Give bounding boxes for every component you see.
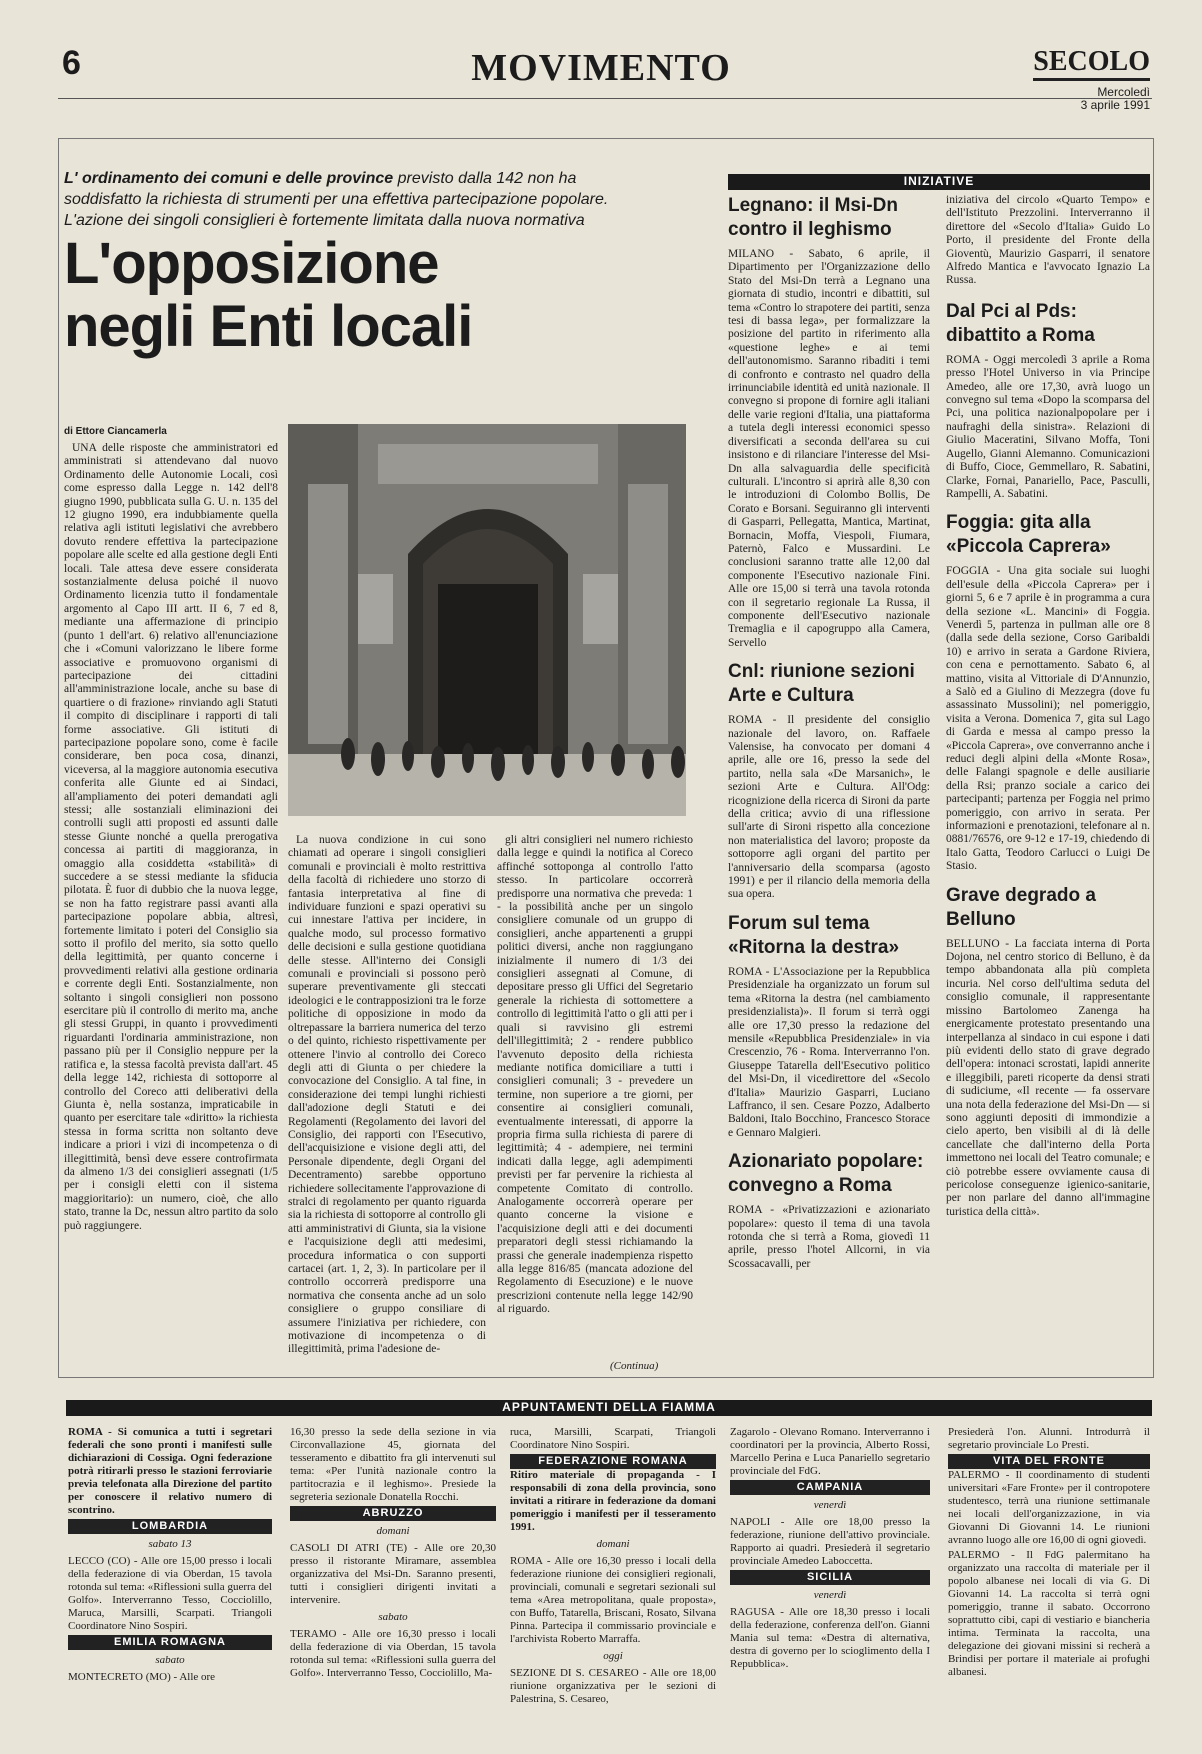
col3-top-text: ruca, Marsilli, Scarpati, Triangoli Coordinatore Nino Sospiri. [510, 1426, 716, 1451]
iniziativa-title: Cnl: riunione sezioni Arte e Cultura [728, 661, 915, 707]
kicker-text: previsto dalla 142 non ha soddisfatto la richiesta di strumenti per una effettiva partecipazione popolare. L'azione dei singoli consiglieri è fortemente limitata dalla nuova normativa [64, 170, 609, 229]
region-text: NAPOLI - Alle ore 18,00 presso la federazione, riunione dell'attivo provinciale. Rapporto ai quadri. Presiederà il segretario provinciale Amedeo Laboccetta. [730, 1516, 930, 1567]
iniziativa-title: Forum sul tema «Ritorna la destra» [728, 912, 900, 958]
iniziative-band: INIZIATIVE [728, 174, 1150, 190]
appuntamenti-column-3 [510, 1426, 716, 1746]
iniziative-column-1 [728, 194, 930, 1380]
region-header-lombardia: LOMBARDIA [68, 1519, 272, 1534]
article-column-2 [288, 834, 486, 1382]
appuntamenti-column-1 [68, 1426, 272, 1746]
region-text: MONTECRETO (MO) - Alle ore [68, 1671, 216, 1683]
article-photo [288, 424, 686, 816]
appuntamenti-column-2 [290, 1426, 496, 1746]
issue-date-text: 3 aprile 1991 [1080, 98, 1150, 112]
iniziativa-text: BELLUNO - La facciata interna di Porta Dojona, nel centro storico di Belluno, è da tempo abbandonata alla più completa incuria. Nel corso dell'ultima seduta del consiglio comunale, il rappresentante missino Bartolomeo Zanenga ha energicamente protestato presentando una interpellanza al sindaco in cui espone i dati più evidenti dello stato di grave degrado dell'opera: intonaci scrostati, lapidi annerite e illeggibili, pareti ricoperte da densi strati di sudiciume, «Il recente — fa osservare una nota della federazione del Msi-Dn — si sono aggiunti depositi di immondizie a cielo aperto, ben visibili al di là delle cancellate che dall'interno della Porta immettono nei locali del Teatro comunale; e ciò potrebbe essere ovviamente causa di pericolose conseguenze igienico-sanitarie, per non parlare del danno all'immagine turistica della città». [946, 937, 1150, 1218]
region-header-vita-del-fronte: VITA DEL FRONTE [948, 1454, 1150, 1469]
iniziativa-title: Azionariato popolare: convegno a Roma [728, 1151, 924, 1197]
kicker-bold: L' ordinamento dei comuni e delle province [64, 170, 394, 187]
byline: di Ettore Ciancamerla [64, 426, 167, 437]
region-header-campania: CAMPANIA [730, 1480, 930, 1495]
region-day: sabato [378, 1611, 408, 1623]
iniziative-column-2 [946, 194, 1150, 1380]
appuntamenti-column-4 [730, 1426, 930, 1746]
region-text: PALERMO - Il FdG palermitano ha organizzato una raccolta di materiale per il popolo albanese nei locali di via G. Di Giovanni 14. La raccolta si terrà ogni pomeriggio, tranne il sabato. Occorrono soprattutto cibi, capi di vestiario e biancheria intima. Terminata la raccolta, una delegazione dei giovani missini si recherà a Brindisi per portare il materiale ai profughi albanesi. [948, 1549, 1150, 1678]
region-header-sicilia: SICILIA [730, 1570, 930, 1585]
iniziativa-text: ROMA - Il presidente del consiglio nazionale del lavoro, on. Raffaele Valensise, ha convocato per domani 4 aprile, alle ore 16, presso la sede del partito, nella sala «De Marsanich», le sezioni Arte e Cultura. All'Odg: ricognizione della ricerca di Sironi da parte della critica; avvio di una riflessione sull'arte di Sironi rispetto alla concezione non materialistica del lavoro; proposte da sottoporre agli organi del partito per l'anniversario della scomparsa (agosto 1991) e per il rilancio della memoria della sua opera. [728, 714, 930, 901]
region-header-abruzzo: ABRUZZO [290, 1506, 496, 1521]
article-headline [64, 232, 524, 358]
appuntamenti-band: APPUNTAMENTI DELLA FIAMMA [66, 1400, 1152, 1416]
region-text: ROMA - Alle ore 16,30 presso i locali della federazione riunione dei consiglieri regionali, provinciali, comunali e segretari sezionali sul tema «Area metropolitana, quale proposta», con Buffo, Tatarella, Briscani, Rosato, Silvana Pinna. Partecipa il commissario provinciale e l'archivista Roberto Marraffa. [510, 1555, 716, 1645]
article-kicker [64, 168, 644, 231]
region-day: sabato 13 [148, 1538, 192, 1550]
region-header-federazione-romana: FEDERAZIONE ROMANA [510, 1454, 716, 1469]
region-day: venerdì [813, 1589, 847, 1601]
headline-line1: L'opposizione [64, 231, 439, 296]
iniziativa-title: Legnano: il Msi-Dn contro il leghismo [728, 195, 898, 240]
article-column-1 [64, 442, 278, 1384]
newspaper-logo: SECOLO [1033, 46, 1150, 81]
region-text: SEZIONE DI S. CESAREO - Alle ore 18,00 riunione organizzativa per le sezioni di Palestrina, S. Cesareo, [510, 1667, 716, 1705]
article-col1-text: UNA delle risposte che amministratori ed amministrati si attendevano dal nuovo Ordinamento delle Autonomie Locali, così come espresso dalla Legge n. 142 dell'8 giugno 1990, pubblicata sulla G. U. n. 135 del 12 giugno 1990, era indubbiamente quella relativa agli istituti legislativi che avrebbero dovuto rendere effettiva la partecipazione popolare alle scelte ed alla gestione degli Enti locali. Tale attesa deve essere considerata sostanzialmente delusa poiché il nuovo Ordinamento licenzia tutto il fondamentale argomento al Capo III artt. II 6, 7 ed 8, mediante una affermazione di principio (punto 1 dell'art. 6) relativo all'enunciazione che i «Comuni valorizzano le libere forme associative e promuovono organismi di partecipazione dei cittadini all'amministrazione locale, anche su base di quartiere o di frazione» rinviando agli Statuti il compito di disciplinare i rapporti di tali forme associative. Gli istituti di partecipazione popolare sono, come è facile considerare, ben poca cosa, dinanzi, viceversa, al la maggiore autonomia esecutiva conferita alle Giunte ed ai Sindaci, all'ampliamento dei poteri demandati agli stessi; alle sostanziali eliminazioni dei controlli sugli atti proposti ed assunti dalle stesse Giunte nonché a quella prerogativa concessa ai partiti di maggioranza, in omaggio alla cosiddetta «stabilità» di succedere a se stessi mediante la sfiducia pilotata. È fuor di dubbio che la nuova legge, se non ha fatto registrare passi avanti alla partecipazione popolare abbia, altresì, fortemente limitato i poteri del Consiglio sia sotto il profilo del merito, sia sotto quello della legittimità, per quanto concerne i provvedimenti relativi alla gestione ordinaria e corrente degli Enti. Sostanzialmente, non soltanto i singoli consiglieri non possono esercitare più il controllo di merito ma, anche gli stessi Gruppi, in quanto i provvedimenti riguardanti l'ordinaria amministrazione, non passano più per il Consiglio neppure per la ratifica e, la stessa facoltà prevista dall'art. 45 della legge 142, richiesta di sottoporre al controllo del Coreco atti deliberativi della Giunta è, nella sostanza, impraticabile in quanto per esercitare tale «diritto» la richiesta stessa in forma scritta non soltanto deve indicare a priori i vizi di incompetenza o di illegittimità, bensì deve essere controfirmata da almeno 1/3 dei consiglieri assegnati (1/5 per i consigli eletti con il sistema maggioritario): un numero, cioè, che allo stato, tranne la Dc, nessun altro partito da solo può raggiungere. [64, 442, 278, 1232]
intro-text: ROMA - Si comunica a tutti i segretari federali che sono pronti i manifesti sulle dichiarazioni di Cossiga. Ogni federazione potrà ritirarli presso le stazioni ferroviarie previa telefonata alla Direzione del partito per conoscere il relativo numero di scontrino. [68, 1426, 272, 1516]
region-text: RAGUSA - Alle ore 18,30 presso i locali della federazione, conferenza dell'on. Gianni Mania sul tema: «Destra di alternativa, destra di governo per lo scioglimento della I Repubblica». [730, 1606, 930, 1670]
iniziativa-text: MILANO - Sabato, 6 aprile, il Dipartimento per l'Organizzazione dello Stato del Msi-Dn terrà a Legnano una giornata di studio, incontri e dibattiti, sul tema «Contro lo strapotere dei partiti, senza tesi di bassa lega», per formalizzare la posizione del partito in riferimento alla «questione leghe» e ai temi dell'autonomismo. Saranno ribaditi i temi di confronto e contrasto nel quadro della irrinunciabile identità ed unità nazionale. Il convegno si propone di fornire agli italiani delle varie regioni d'Italia, una piattaforma a tutela degli interessi economici spesso diversificati a seconda dell'area su cui insistono e di rilanciare l'interesse del Msi-Dn alla salvaguardia delle specificità culturali. L'incontro si aprirà alle 8,30 con le introduzioni di Colombo Bollis, De Corato e Borsani. Seguiranno gli interventi di Gasparri, Pellegatta, Mantica, Martinat, Bornacin, Moffa, Viespoli, Fiumara, Paternò, Falco e Mussardini. Le conclusioni saranno tratte alle 12,00 dal componente l'Esecutivo nazionale Fini. Alle ore 15,00 si terrà una tavola rotonda con il segretario regionale La Russa, il componente dell'Esecutivo nazionale Tremaglia e il capogruppo alla Camera, Servello [728, 248, 930, 649]
region-day: domani [596, 1538, 630, 1550]
iniziativa-text: ROMA - «Privatizzazioni e azionariato popolare»: questo il tema di una tavola rotonda che si terrà a Roma, giovedì 11 aprile, presso l'hotel Allcorni, in via Scossacavalli, per [728, 1204, 930, 1270]
region-text: Ritiro materiale di propaganda - I responsabili di zona della provincia, sono invitati a ritirare in federazione da domani pomeriggio i manifesti per il tesseramento 1991. [510, 1469, 716, 1533]
issue-date [1081, 86, 1150, 112]
region-day: domani [376, 1525, 410, 1537]
issue-day: Mercoledì [1097, 85, 1150, 99]
region-day: venerdì [813, 1499, 847, 1511]
iniziativa-text: iniziativa del circolo «Quarto Tempo» e dell'Istituto Prezzolini. Interverranno il direttore del «Secolo d'Italia» Guido Lo Porto, il presidente del Fronte della Gioventù, Maurizio Gasparri, il senatore Alfredo Mantica e l'avvocato Ignazio La Russa. [946, 194, 1150, 287]
col5-top-text: Presiederà l'on. Alunni. Introdurrà il segretario provinciale Lo Presti. [948, 1426, 1150, 1451]
region-text: CASOLI DI ATRI (TE) - Alle ore 20,30 presso il ristorante Miramare, assemblea organizzativa del Msi-Dn. Saranno presenti, tutti i consiglieri dirigenti invitati a intervenire. [290, 1542, 496, 1606]
headline-line2: negli Enti locali [64, 294, 473, 359]
iniziativa-text: FOGGIA - Una gita sociale sui luoghi dell'esule della «Piccola Caprera» per i giorni 5, 6 e 7 aprile è in programma a cura della sezione «L. Mancini» di Foggia. Venerdì 5, partenza in pullman alle ore 8 (dalla sede della sezione, Corso Garibaldi 10) e arrivo in serata a Gardone Riviera, con cena e pernottamento. Sabato 6, al mattino, visita al Vittoriale di D'Annunzio, a Salò ed a Giulino di Mezzegra (dove fu assassinato Mussolini); nel pomeriggio, visita a Verona. Domenica 7, gita sul Lago di Garda e messa al campo presso la «Piccola Caprera», ove converranno anche i reduci degli alpini della «Monte Rosa», delle Falangi spagnole e delle ausiliarie della Rsi; pranzo sociale a carico dei partecipanti; partenza per Foggia nel primo pomeriggio, con arrivo in serata. Per informazioni e prenotazioni, telefonare al n. 0881/76576, ore 9-12 e 17-19, chiedendo di Italo Gatta, Teodoro Carlucci o Luigi De Stasio. [946, 565, 1150, 873]
page-number: 6 [62, 44, 81, 82]
article-col2-text: La nuova condizione in cui sono chiamati ad operare i singoli consiglieri comunali e provinciali è molto restrittiva della facoltà di richiedere uno storzo di fantasia interpretativa al fine di individuare funzioni e spazi operativi su cui innestare l'attiva per incidere, in qualche modo, sul processo formativo delle decisioni e sulla gestione quotidiana delle stesse. All'interno dei Consigli comunali e provinciali si possono però superare preventivamente gli steccati ideologici e le contrapposizioni tra le forze politiche di opposizione in modo da oltrepassare la barriera numerica del terzo o del quinto, richiesto rispettivamente per ottenere l'invio al controllo dei Coreco degli atti di Giunta o per chiedere la convocazione del Consiglio. A tal fine, in considerazione dei tempi lunghi richiesti dall'adozione degli Statuti e dei Regolamenti (Regolamento dei lavori del Consiglio, dei rapporti con l'Esecutivo, dell'acquisizione e visione degli atti, del Personale dipendente, degli Organi del Decentramento) sarebbe opportuno richiedere sollecitamente l'approvazione di stralci di regolamento per quanto riguarda sia la richiesta di sottoporre al controllo gli atti amministrativi di Giunta, sia la visione e l'acquisizione degli atti medesimi, procedura informatica o con supporti cartacei (art. 1, 2, 3). In particolare per il controllo occorrerà predisporre una normativa che consenta anche ad un solo consigliere o gruppo consiliare di assumere l'iniziativa per richiedere, con motivazione di incompetenza o di illegittimità, prima l'adesione de- [288, 834, 486, 1356]
masthead-rule [58, 98, 1152, 99]
iniziativa-title: Dal Pci al Pds: dibattito a Roma [946, 300, 1095, 346]
region-day: oggi [603, 1650, 623, 1662]
article-column-3 [497, 834, 693, 1358]
col2-top-text: 16,30 presso la sede della sezione in via Circonvallazione 45, giornata del tesseramento e dibattito fra gli intervenuti sul tema: «Per l'unità nazionale contro la partitocrazia e il leghismo». Presiede la segreteria sezionale Donatella Rocchi. [290, 1426, 496, 1503]
appuntamenti-column-5 [948, 1426, 1150, 1746]
col4-top-text: Zagarolo - Olevano Romano. Interverranno i coordinatori per la provincia, Alberto Rossi, Marcello Perina e Luca Panariello segretario provinciale del FdG. [730, 1426, 930, 1477]
palazzo-gate-image [288, 424, 686, 816]
article-col3-text: gli altri consiglieri nel numero richiesto dalla legge e quindi la notifica al Coreco affinché sottoponga al controllo l'atto stesso. In particolare occorrerà predisporre una normativa che preveda: 1 - la possibilità anche per un singolo consigliere comunale od un gruppo di consiglieri, anche appartenenti a gruppi politici diversi, anche non raggiungano inizialmente il numero di 1/3 dei consiglieri assegnati al Comune, di depositare presso gli Uffici del Segretario generale la richiesta di sottomettere a controllo di legittimità l'atto o gli atti per i quali si ravvisino gli estremi dell'illegittimità; 2 - rendere pubblico l'avvenuto deposito della richiesta mediante notifica domiciliare a tutti i consiglieri comunali; 3 - prevedere un termine, non superiore a tre giorni, per consentire ai consiglieri comunali, eventualmente interessati, di apporre la propria firma sulla richiesta di parere di legittimità; 4 - adempiere, nei termini indicati dalla legge, agli adempimenti previsti per far pervenire la richiesta al competente Comitato di controllo. Analogamente occorrerà operare per quanto concerne la visione e l'acquisizione degli atti e dei documenti preparatori degli stessi richiamando la prassi che generale inadempienza rispetto alla legge 816/85 (mancata adozione del Regolamento di Esecuzione) e le nuove prescrizioni contenute nella legge 142/90 al riguardo. [497, 834, 693, 1316]
region-text: TERAMO - Alle ore 16,30 presso i locali della federazione di via Oberdan, 15 tavola rotonda sul tema: «Riflessioni sulla guerra del Golfo». Interverranno Tesso, Cocciolillo, Ma- [290, 1628, 496, 1679]
iniziativa-text: ROMA - Oggi mercoledì 3 aprile a Roma presso l'Hotel Universo in via Principe Amedeo, alle ore 17,30, avrà luogo un convegno sul tema «Dopo la scomparsa del Pci, una politica nazionalpopolare per i naufraghi della sinistra». Relazioni di Giulio Maceratini, Silvano Moffa, Toni Augello, Gianni Alemanno. Comunicazioni di Buffo, Cioce, Gemmellaro, R. Sabatini, Clarke, Fornai, Panariello, Pace, Pasculli, Rampelli, A. Sabatini. [946, 353, 1150, 500]
iniziativa-text: ROMA - L'Associazione per la Repubblica Presidenziale ha organizzato un forum sul tema «Ritorna la destra (nel cambiamento presidenzialista)». Il forum si terrà oggi alle ore 17,30 presso la redazione del mensile «Repubblica Presidenziale» in via Crescenzio, 76 - Roma. Interverranno l'on. Giuseppe Tatarella dell'Esecutivo politico del Msi-Dn, il vicedirettore del «Secolo d'Italia» Maurizio Gasparri, Luciano Laffranco, il sen. Cesare Pozzo, Adalberto Baldoni, Italo Bocchino, Francesco Storace e Gennaro Malgieri. [728, 965, 930, 1139]
region-text: LECCO (CO) - Alle ore 15,00 presso i locali della federazione di via Oberdan, 15 tavola rotonda sul tema: «Riflessioni sulla guerra del Golfo». Interverranno Tesso, Cocciolillo, Maruca, Marsilli, Scarpati. Triangoli Coordinatore Nino Sospiri. [68, 1555, 272, 1632]
region-day: sabato [155, 1654, 185, 1666]
iniziativa-title: Foggia: gita alla «Piccola Caprera» [946, 512, 1111, 558]
continua-label: (Continua) [610, 1360, 659, 1372]
region-text: PALERMO - Il coordinamento di studenti universitari «Fare Fronte» per il contropotere studentesco, terrà una riunione settimanale nei locali dell'organizzazione, in via Giovanni Di Giovanni 14. Le riunioni avranno luogo alle ore 16,00 di ogni giovedì. [948, 1469, 1150, 1546]
iniziativa-title: Grave degrado a Belluno [946, 884, 1096, 930]
region-header-emilia: EMILIA ROMAGNA [68, 1635, 272, 1650]
section-title: MOVIMENTO [471, 47, 731, 89]
